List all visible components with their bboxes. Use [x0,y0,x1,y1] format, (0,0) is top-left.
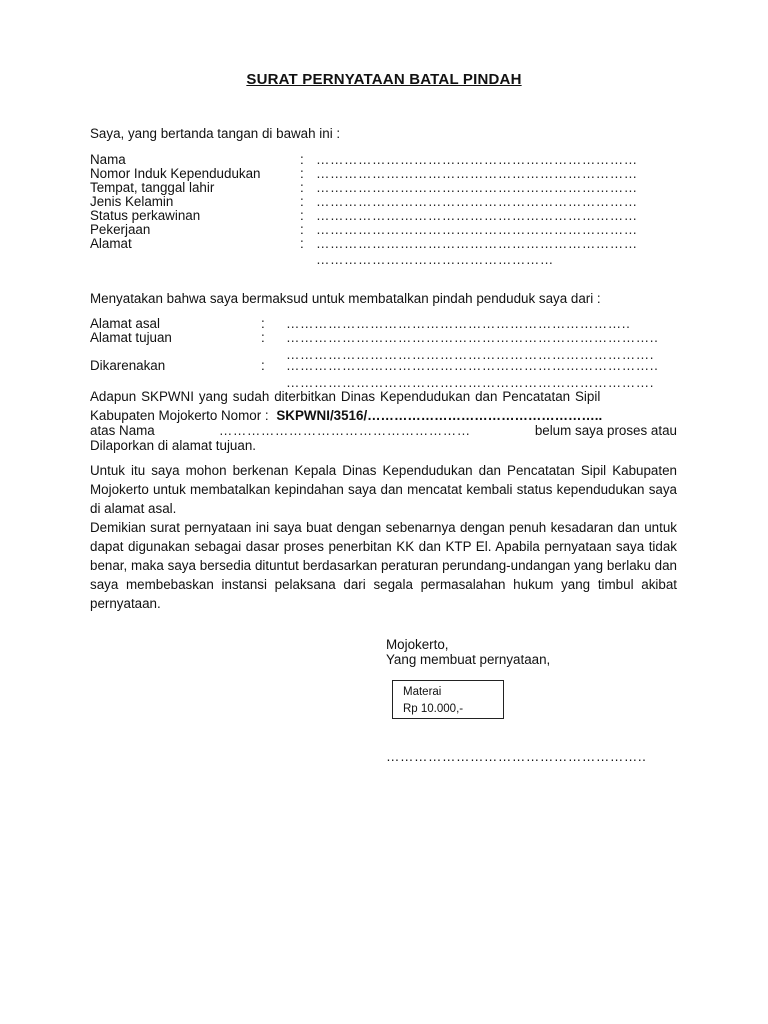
identity-field-nik: …………………………………………………………… [316,166,638,181]
move-field-destination-cont: ……………………………………………………………………. [286,347,655,362]
identity-sep: : [300,208,304,223]
closing-paragraph: Demikian surat pernyataan ini saya buat dengan sebenarnya dengan penuh kesadaran dan untuk dapat digunakan sebagai dasar proses penerbitan KK dan KTP El. Apabila pernyataan saya tidak benar, maka saya bersedia dituntut berdasarkan peraturan perundang-undangan yang berlaku dan saya membebaskan instansi pelaksana dari segala permasalahan hukum yang timbul akibat pernyataan. [90,520,677,611]
statement-text: Menyatakan bahwa saya bermaksud untuk membatalkan pindah penduduk saya dari : [90,291,601,306]
identity-sep: : [300,236,304,251]
identity-label-job: Pekerjaan [90,222,151,237]
move-field-destination: …………………………………………………………………….. [286,330,659,345]
identity-label-gender: Jenis Kelamin [90,194,174,209]
skpwni-name-suffix: belum saya proses atau [534,423,677,438]
identity-label-ttl: Tempat, tanggal lahir [90,180,215,195]
skpwni-line-1 [90,387,677,406]
identity-label-nama: Nama [90,152,126,167]
signature-role: Yang membuat pernyataan, [386,652,551,667]
skpwni-name-field: ……………………………………………… [218,423,471,438]
identity-field-ttl: …………………………………………………………… [316,180,638,195]
skpwni-name-label: atas Nama [90,423,155,438]
identity-sep: : [300,194,304,209]
identity-field-gender: …………………………………………………………… [316,194,638,209]
stamp-label: Materai [403,686,442,698]
request-paragraph: Untuk itu saya mohon berkenan Kepala Dinas Kependudukan dan Pencatatan Sipil Kabupaten Mojokerto untuk membatalkan kepindahan saya dan mencatat kembali status kependudukan saya di alamat asal. [90,463,677,516]
identity-label-marital: Status perkawinan [90,208,201,223]
intro-text: Saya, yang bertanda tangan di bawah ini : [90,126,341,141]
identity-label-address: Alamat [90,236,132,251]
move-field-reason: …………………………………………………………………….. [286,358,659,373]
signature-place: Mojokerto, [386,637,449,652]
identity-sep: : [300,222,304,237]
identity-field-job: …………………………………………………………… [316,222,638,237]
move-field-reason-cont: ……………………………………………………………………. [286,375,655,390]
move-sep: : [261,316,265,331]
move-sep: : [261,358,265,373]
identity-field-nama: …………………………………………………………… [316,152,638,167]
skpwni-line-1-text: Adapun SKPWNI yang sudah diterbitkan Dinas Kependudukan dan Pencatatan Sipil [90,389,601,404]
identity-sep: : [300,152,304,167]
skpwni-number-label: Kabupaten Mojokerto Nomor : [90,408,269,423]
identity-field-marital: …………………………………………………………… [316,208,638,223]
move-label-origin: Alamat asal [90,316,160,331]
identity-sep: : [300,180,304,195]
stamp-value: Rp 10.000,- [403,703,464,715]
skpwni-line-4: Dilaporkan di alamat tujuan. [90,438,256,453]
identity-field-address-cont: …………………………………………… [316,252,554,267]
skpwni-number: SKPWNI/3516/…………………………………………….. [276,408,603,423]
identity-sep: : [300,166,304,181]
signature-name-line: ……………………………………………….. [386,749,647,764]
stamp-box [392,680,504,719]
document-title: SURAT PERNYATAAN BATAL PINDAH [246,71,522,88]
identity-label-nik: Nomor Induk Kependudukan [90,166,261,181]
move-label-destination: Alamat tujuan [90,330,172,345]
move-sep: : [261,330,265,345]
identity-field-address: …………………………………………………………… [316,236,638,251]
move-label-reason: Dikarenakan [90,358,166,373]
move-field-origin: ……………………………………………………………….. [286,316,631,331]
